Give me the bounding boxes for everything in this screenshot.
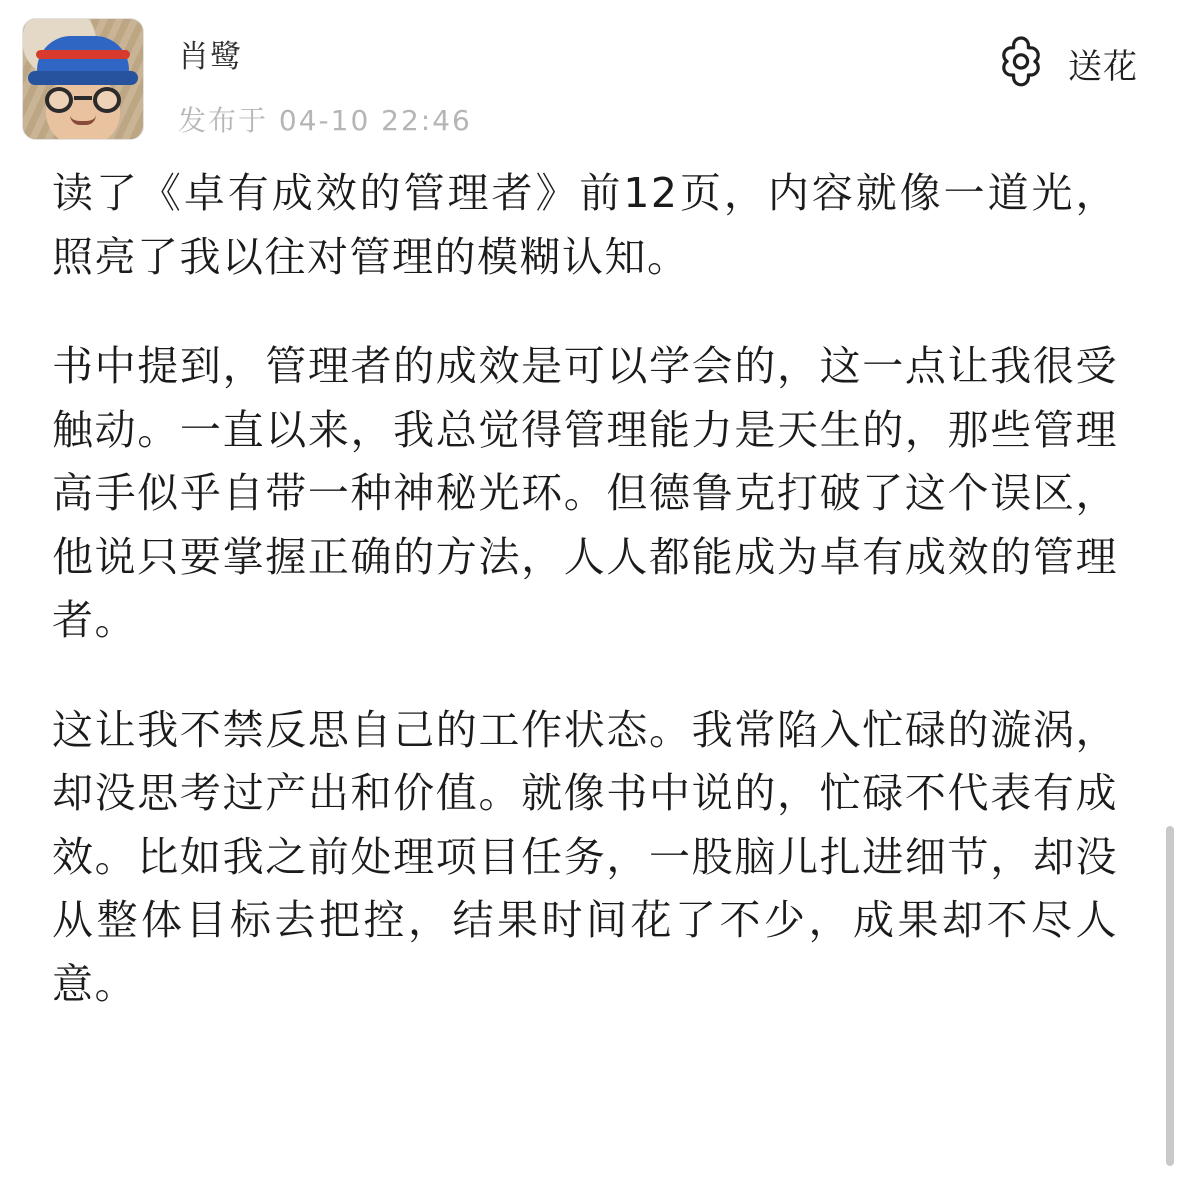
author-name[interactable]: 肖鹭 bbox=[178, 39, 242, 74]
avatar-hat-band bbox=[36, 50, 130, 59]
avatar-glasses-bridge bbox=[74, 96, 92, 100]
post-paragraph: 书中提到，管理者的成效是可以学会的，这一点让我很受触动。一直以来，我总觉得管理能力是天生的，那些管理高手似乎自带一种神秘光环。但德鲁克打破了这个误区，他说只要掌握正确的方法，人人都能成为卓有成效的管理者。 bbox=[52, 342, 1118, 645]
scrollbar-thumb[interactable] bbox=[1166, 826, 1174, 1166]
flower-icon bbox=[992, 34, 1050, 92]
publish-time: 发布于 04-10 22:46 bbox=[178, 104, 472, 138]
post-paragraph: 读了《卓有成效的管理者》前12页，内容就像一道光，照亮了我以往对管理的模糊认知。 bbox=[52, 169, 1118, 281]
avatar[interactable] bbox=[22, 18, 144, 140]
scrollbar[interactable] bbox=[1166, 826, 1174, 1188]
send-flower-button[interactable] bbox=[992, 34, 1138, 92]
post-content bbox=[0, 146, 1178, 1017]
send-flower-label: 送花 bbox=[1068, 47, 1138, 86]
post-paragraph: 这让我不禁反思自己的工作状态。我常陷入忙碌的漩涡，却没思考过产出和价值。就像书中说的，忙碌不代表有成效。比如我之前处理项目任务，一股脑儿扎进细节，却没从整体目标去把控，结果时间花了不少，成果却不尽人意。 bbox=[52, 705, 1118, 1009]
post-header bbox=[0, 0, 1178, 146]
post-meta bbox=[178, 18, 472, 139]
